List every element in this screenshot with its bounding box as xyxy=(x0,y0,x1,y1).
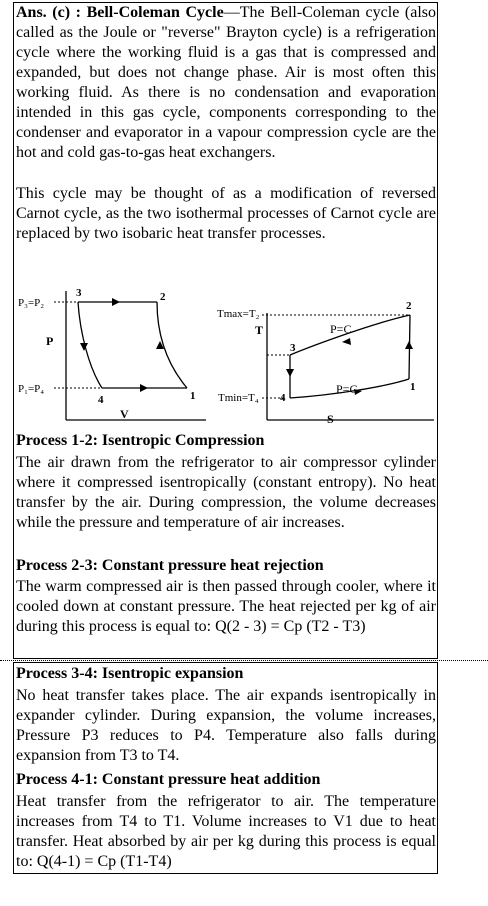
pv-p-high-label: P₃=P₂ xyxy=(18,297,45,309)
pv-p-low-label: P₁=P₄ xyxy=(18,383,45,395)
ts-arrow-1-2 xyxy=(405,341,413,349)
pv-x-label: V xyxy=(120,407,129,421)
process-4-1-text: Heat transfer from the refrigerator to air. The temperature increases from T4 to T1. Volume increases to V1 due to heat transfer. Heat absorbed by air per kg during this process is equal to: Q(4-1) = Cp (T1-T4) xyxy=(16,793,436,870)
process-1-2-text: The air drawn from the refrigerator to air compressor cylinder where it compressed isentropically (constant entropy). No heat transfer by the air. During compression, the volume decreases while the pressure and temperature of air increases. xyxy=(16,454,436,531)
process-1-2-heading: Process 1-2: Isentropic Compression xyxy=(16,432,265,449)
pv-point-1: 1 xyxy=(190,390,196,402)
ts-arrow-3-4 xyxy=(286,369,294,377)
ts-point-1: 1 xyxy=(410,381,416,393)
pv-arrow-3-4 xyxy=(80,343,88,351)
ts-upper-pressure-label: P=C xyxy=(330,322,352,336)
process-3-4-text: No heat transfer takes place. The air expands isentropically in expander cylinder. During expansion, the volume increases, Pressure P3 reduces to P4. Temperature also falls during expansion from T3 to T4. xyxy=(16,687,436,764)
ts-tmax-label: Tmax=T₂ xyxy=(217,308,260,320)
pv-y-label: P xyxy=(46,334,54,348)
pv-point-3: 3 xyxy=(76,287,82,299)
answer-heading: Ans. (c) : Bell-Coleman Cycle xyxy=(16,4,224,21)
ts-point-4: 4 xyxy=(280,392,286,404)
ts-y-label: T xyxy=(255,323,264,337)
ts-x-label: S xyxy=(327,412,334,426)
pv-point-2: 2 xyxy=(160,291,166,303)
process-2-3-text: The warm compressed air is then passed through cooler, where it cooled down at constant pressure. The heat rejected per kg of air during this process is equal to: Q(2 - 3) = Cp (T2 - T3) xyxy=(16,578,436,635)
ts-tmin-label: Tmin=T₄ xyxy=(218,392,259,404)
process-2-3-heading: Process 2-3: Constant pressure heat rejection xyxy=(16,557,324,574)
intro-text: —The Bell-Coleman cycle (also called as the Joule or "reverse" Brayton cycle) is a refrigeration cycle where the working fluid is a gas that is compressed and expanded, but does not change phase. Air is most often this working fluid. As there is no condensation and evaporation intended in this gas cycle, components corresponding to the condenser and evaporator in a vapour compression cycle are the hot and cold gas-to-gas heat exchangers. xyxy=(16,4,436,161)
pv-diagram xyxy=(18,287,206,421)
pv-arrow-4-1 xyxy=(140,384,148,392)
dotted-separator xyxy=(0,660,488,661)
pv-point-4: 4 xyxy=(98,394,104,406)
pv-arrow-2-3 xyxy=(112,298,120,306)
process-3-4-heading: Process 3-4: Isentropic expansion xyxy=(16,665,244,682)
process-4-1-heading: Process 4-1: Constant pressure heat addition xyxy=(16,771,321,788)
ts-point-2: 2 xyxy=(406,300,412,312)
ts-diagram xyxy=(217,300,434,426)
modification-paragraph: This cycle may be thought of as a modification of reversed Carnot cycle, as the two isothermal processes of Carnot cycle are replaced by two isobaric heat transfer processes. xyxy=(16,185,436,242)
ts-lower-pressure-label: P=C xyxy=(336,382,358,396)
intro-paragraph xyxy=(16,3,436,163)
ts-point-3: 3 xyxy=(290,342,296,354)
ts-arrow-2-3 xyxy=(342,338,351,345)
cycle-diagrams xyxy=(14,283,438,429)
